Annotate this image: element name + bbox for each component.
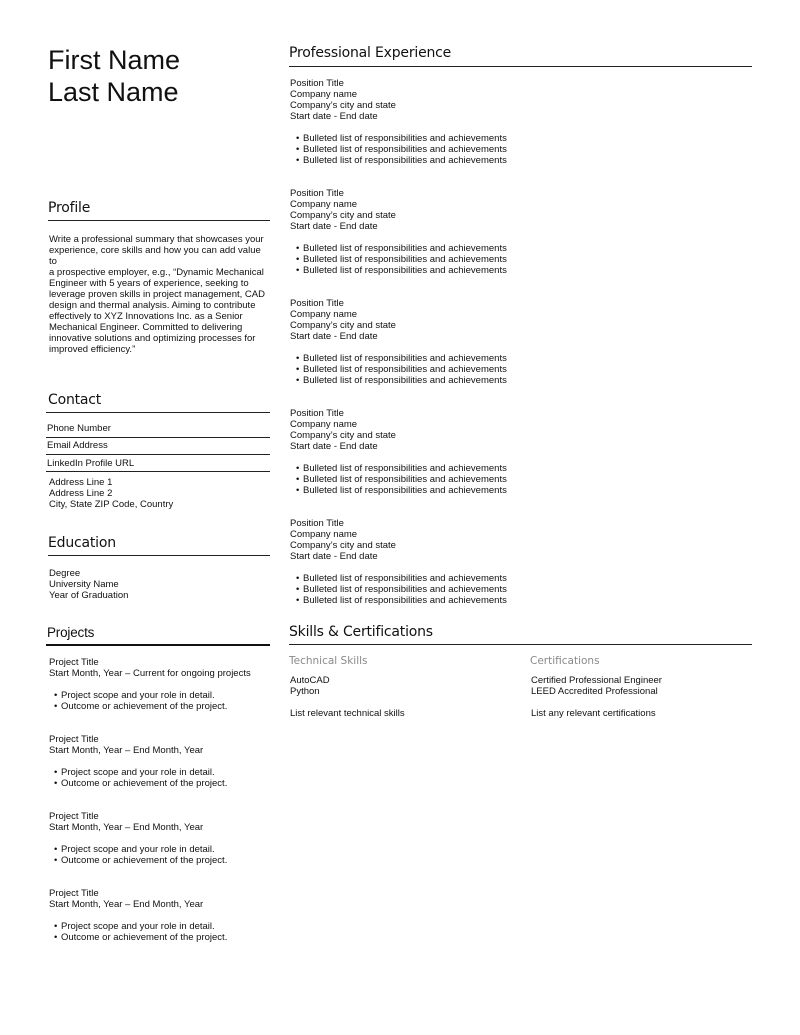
profile-heading: Profile [48,200,91,216]
company-location: Company’s city and state [290,100,396,111]
list-item: • Bulleted list of responsibilities and achievements [291,595,590,606]
email-address: Email Address [47,440,108,451]
contact-divider [46,412,270,413]
project-bullets [49,767,279,789]
list-item: • Outcome or achievement of the project. [49,778,279,789]
company-location: Company’s city and state [290,540,396,551]
certifications-list [531,675,662,697]
contact-heading: Contact [48,392,102,408]
list-item: • Bulleted list of responsibilities and achievements [291,265,590,276]
last-name: Last Name [48,77,179,107]
certification: Certified Professional Engineer [531,675,662,686]
contact-row-divider [46,437,270,438]
project-entry [49,888,279,943]
degree: Degree [49,568,81,579]
job-title: Position Title [290,298,344,309]
job-entry [290,78,590,166]
technical-skill: AutoCAD [290,675,330,686]
list-item: • Bulleted list of responsibilities and achievements [291,243,590,254]
projects-heading: Projects [47,625,95,640]
list-item: • Project scope and your role in detail. [49,767,279,778]
projects-divider [46,644,270,646]
company-location: Company’s city and state [290,210,396,221]
list-item: • Bulleted list of responsibilities and achievements [291,474,590,485]
job-entry [290,518,590,606]
job-bullets [290,243,590,276]
experience-divider [289,66,752,67]
linkedin-url: LinkedIn Profile URL [47,458,135,469]
company-name: Company name [290,529,358,540]
project-entry [49,657,279,712]
profile-line: Write a professional summary that showcases your [49,234,264,245]
job-bullets [290,353,590,386]
project-dates: Start Month, Year – End Month, Year [49,745,204,756]
company-location: Company’s city and state [290,430,396,441]
job-dates: Start date - End date [290,331,378,342]
list-item: • Bulleted list of responsibilities and achievements [291,353,590,364]
list-item: • Outcome or achievement of the project. [49,932,279,943]
skills-heading: Skills & Certifications [289,624,433,640]
project-entry [49,734,279,789]
job-dates: Start date - End date [290,221,378,232]
list-item: • Bulleted list of responsibilities and achievements [291,485,590,496]
job-bullets [290,463,590,496]
profile-line: innovative solutions and optimizing processes for [49,333,256,344]
profile-line: improved efficiency.” [49,344,136,355]
phone-number: Phone Number [47,423,111,434]
list-item: • Project scope and your role in detail. [49,844,279,855]
job-title: Position Title [290,78,344,89]
certification: LEED Accredited Professional [531,686,658,697]
first-name: First Name [48,45,181,75]
profile-line: design and thermal analysis. Aiming to contribute [49,300,256,311]
list-item: • Bulleted list of responsibilities and achievements [291,375,590,386]
job-entry [290,188,590,276]
project-title: Project Title [49,657,99,668]
list-item: • Bulleted list of responsibilities and achievements [291,463,590,474]
project-dates: Start Month, Year – End Month, Year [49,822,204,833]
profile-line: Engineer with 5 years of experience, seeking to [49,278,249,289]
profile-summary [49,234,271,355]
address-line-3: City, State ZIP Code, Country [49,499,174,510]
skills-divider [289,644,752,645]
company-name: Company name [290,419,358,430]
project-dates: Start Month, Year – Current for ongoing projects [49,668,251,679]
job-dates: Start date - End date [290,441,378,452]
project-bullets [49,690,279,712]
job-dates: Start date - End date [290,551,378,562]
university-name: University Name [49,579,119,590]
profile-line: leverage proven skills in project management, CAD [49,289,265,300]
list-item: • Outcome or achievement of the project. [49,855,279,866]
job-dates: Start date - End date [290,111,378,122]
list-item: • Bulleted list of responsibilities and achievements [291,254,590,265]
certifications-heading: Certifications [530,655,600,667]
profile-line: experience, core skills and how you can add value to [49,245,261,267]
company-name: Company name [290,199,358,210]
technical-skills-note: List relevant technical skills [290,708,405,719]
company-name: Company name [290,309,358,320]
job-entry [290,298,590,386]
contact-row-divider [46,454,270,455]
profile-divider [48,220,270,221]
list-item: • Bulleted list of responsibilities and achievements [291,155,590,166]
technical-skill: Python [290,686,320,697]
project-title: Project Title [49,888,99,899]
company-name: Company name [290,89,358,100]
list-item: • Bulleted list of responsibilities and achievements [291,573,590,584]
address-line-2: Address Line 2 [49,488,113,499]
job-bullets [290,133,590,166]
job-bullets [290,573,590,606]
job-entry [290,408,590,496]
project-title: Project Title [49,811,99,822]
list-item: • Bulleted list of responsibilities and achievements [291,133,590,144]
project-bullets [49,844,279,866]
education-entry [49,568,128,601]
education-heading: Education [48,535,116,551]
experience-heading: Professional Experience [289,45,452,61]
project-dates: Start Month, Year – End Month, Year [49,899,204,910]
job-title: Position Title [290,188,344,199]
project-title: Project Title [49,734,99,745]
list-item: • Project scope and your role in detail. [49,690,279,701]
project-entry [49,811,279,866]
job-title: Position Title [290,518,344,529]
address-block [49,477,173,510]
address-line-1: Address Line 1 [49,477,113,488]
company-location: Company’s city and state [290,320,396,331]
job-title: Position Title [290,408,344,419]
education-divider [48,555,270,556]
list-item: • Bulleted list of responsibilities and achievements [291,584,590,595]
contact-row-divider [46,471,270,472]
list-item: • Outcome or achievement of the project. [49,701,279,712]
certifications-note: List any relevant certifications [531,708,656,719]
project-bullets [49,921,279,943]
list-item: • Project scope and your role in detail. [49,921,279,932]
graduation-year: Year of Graduation [49,590,129,601]
list-item: • Bulleted list of responsibilities and achievements [291,364,590,375]
technical-skills-heading: Technical Skills [289,655,368,667]
profile-line: a prospective employer, e.g., “Dynamic Mechanical [49,267,264,278]
profile-line: Mechanical Engineer. Committed to delivering [49,322,243,333]
profile-line: effectively to XYZ Innovations Inc. as a Senior [49,311,243,322]
list-item: • Bulleted list of responsibilities and achievements [291,144,590,155]
technical-skills-list [290,675,330,697]
